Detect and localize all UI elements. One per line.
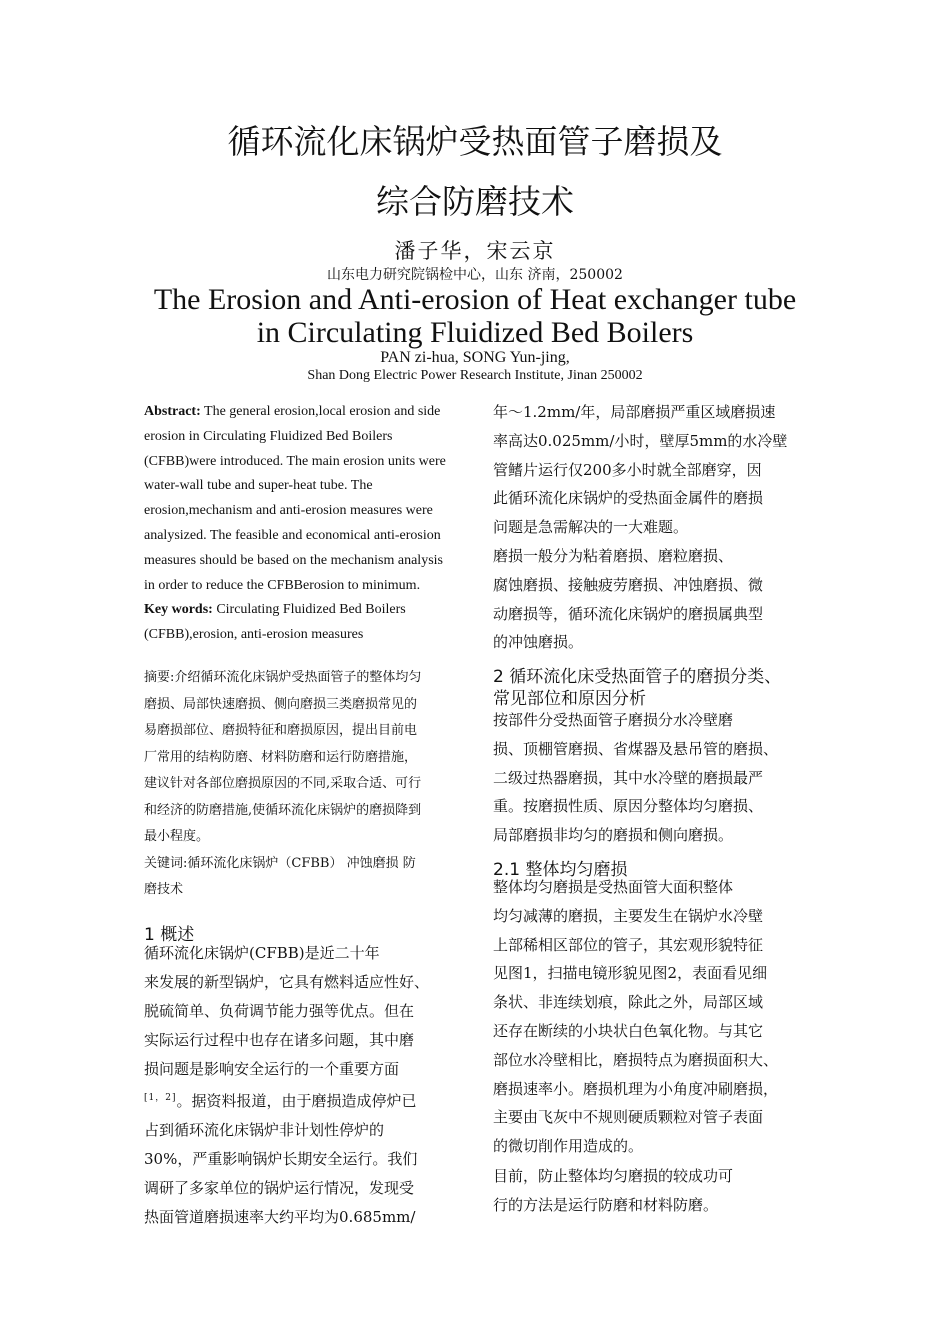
body-line: 条状、非连续划痕，除此之外，局部区域	[493, 993, 764, 1012]
body-line: 问题是急需解决的一大难题。	[493, 518, 689, 537]
body-line: 调研了多家单位的锅炉运行情况，发现受	[144, 1179, 415, 1197]
abstract-cn-line: 厂常用的结构防磨、材料防磨和运行防磨措施，	[144, 749, 418, 765]
body-line: 率高达0.025mm/小时，壁厚5mm的水冷壁	[493, 431, 788, 450]
body-line: 实际运行过程中也存在诸多问题，其中磨	[144, 1031, 415, 1049]
section-2-1-heading: 2.1 整体均匀磨损	[493, 860, 628, 880]
body-line: 重。按磨损性质、原因分整体均匀磨损、	[493, 797, 764, 816]
abstract-en-line: in order to reduce the CFBBerosion to minimum.	[144, 577, 421, 593]
abstract-cn-line: 建议针对各部位磨损原因的不同,采取合适、可行	[144, 776, 422, 791]
abstract-en-line: erosion,mechanism and anti-erosion measures were	[144, 503, 433, 519]
section-2-heading-line: 常见部位和原因分析	[493, 689, 646, 709]
body-line: 二级过热器磨损，其中水冷壁的磨损最严	[493, 768, 764, 787]
title-cn-line-2: 综合防磨技术	[376, 182, 574, 221]
abstract-en-line: water-wall tube and super-heat tube. The	[144, 478, 373, 494]
authors-en: PAN zi-hua, SONG Yun-jing,	[380, 349, 570, 366]
citation-ref: [1，2]	[144, 1093, 177, 1103]
keywords-en-line: (CFBB),erosion, anti-erosion measures	[144, 627, 364, 643]
body-line: 。据资料报道，由于磨损造成停炉已	[176, 1092, 417, 1110]
abstract-cn	[144, 665, 462, 904]
affiliation-cn: 山东电力研究院锅检中心，山东 济南，250002	[327, 267, 623, 283]
abstract-en-line: measures should be based on the mechanism analysis	[144, 552, 443, 568]
keywords-en-line: Circulating Fluidized Bed Boilers	[212, 602, 406, 618]
section-2-1-body	[493, 873, 818, 1161]
authors-cn: 潘子华，宋云京	[394, 239, 556, 263]
abstract-en-line: The general erosion,local erosion and side	[200, 404, 441, 419]
body-line: 30%，严重影响锅炉长期安全运行。我们	[144, 1150, 418, 1168]
abstract-cn-line: 磨损、局部快速磨损、侧向磨损三类磨损常见的	[144, 696, 418, 712]
body-line: 损、顶棚管磨损、省煤器及悬吊管的磨损、	[493, 739, 779, 758]
keywords-cn-label: 关键词	[144, 855, 184, 871]
body-line: 磨损一般分为粘着磨损、磨粒磨损、	[493, 546, 734, 565]
section-1-body	[144, 939, 462, 1232]
body-line: 主要由飞灰中不规则硬质颗粒对管子表面	[493, 1108, 764, 1127]
body-line: 的冲蚀磨损。	[493, 633, 584, 652]
body-line: 还存在断续的小块状白色氧化物。与其它	[493, 1021, 764, 1040]
section-2-1-closing	[493, 1162, 818, 1220]
body-line: 循环流化床锅炉(CFBB)是近二十年	[144, 944, 380, 962]
title-en-line-2: in Circulating Fluidized Bed Boilers	[256, 316, 694, 349]
abstract-en-label: Abstract:	[144, 404, 201, 419]
body-line: 的微切削作用造成的。	[493, 1137, 644, 1156]
body-line: 局部磨损非均匀的磨损和侧向磨损。	[493, 826, 734, 845]
body-line: 目前，防止整体均匀磨损的较成功可	[493, 1167, 734, 1185]
section-2-body	[493, 706, 818, 850]
section-2-heading	[493, 666, 781, 710]
section-1-heading: 1 概述	[144, 925, 195, 945]
body-line: 腐蚀磨损、接触疲劳磨损、冲蚀磨损、微	[493, 575, 764, 594]
title-en-line-1: The Erosion and Anti-erosion of Heat exchanger tube	[153, 283, 797, 316]
body-line: 上部稀相区部位的管子，其宏观形貌特征	[493, 935, 764, 954]
body-line: 年～1.2mm/年，局部磨损严重区域磨损速	[493, 403, 776, 421]
body-line: 磨损速率小。磨损机理为小角度冲刷磨损，	[493, 1079, 779, 1098]
body-line: 均匀减薄的磨损，主要发生在锅炉水冷壁	[493, 906, 764, 925]
body-line: 见图1，扫描电镜形貌见图2，表面看见细	[493, 964, 768, 983]
affiliation-en: Shan Dong Electric Power Research Institute, Jinan 250002	[307, 368, 643, 383]
body-line: 管鳍片运行仅200多小时就全部磨穿，因	[493, 460, 762, 479]
keywords-en-label: Key words:	[144, 602, 213, 618]
right-continuation	[493, 398, 818, 657]
section-2-heading-line: 2 循环流化床受热面管子的磨损分类、	[493, 667, 782, 687]
abstract-cn-line: 最小程度。	[144, 829, 210, 844]
body-line: 来发展的新型锅炉，它具有燃料适应性好、	[144, 973, 430, 991]
abstract-en-line: analysized. The feasible and economical anti-erosion	[144, 527, 441, 543]
body-line: 热面管道磨损速率大约平均为0.685mm/	[144, 1208, 416, 1226]
abstract-cn-line: :介绍循环流化床锅炉受热面管子的整体均匀	[170, 670, 422, 685]
body-line: 按部件分受热面管子磨损分水冷壁磨	[493, 711, 734, 729]
body-line: 整体均匀磨损是受热面管大面积整体	[493, 878, 734, 896]
keywords-cn-line: 磨技术	[144, 882, 184, 897]
body-line: 脱硫简单、负荷调节能力强等优点。但在	[144, 1002, 415, 1020]
body-line: 动磨损等，循环流化床锅炉的磨损属典型	[493, 604, 764, 623]
abstract-en-line: erosion in Circulating Fluidized Bed Boilers	[144, 428, 393, 444]
abstract-cn-line: 易磨损部位、磨损特征和磨损原因，提出目前电	[144, 723, 418, 738]
abstract-en-line: (CFBB)were introduced. The main erosion units were	[144, 453, 446, 469]
body-line: 行的方法是运行防磨和材料防磨。	[493, 1195, 719, 1214]
keywords-cn-line: :循环流化床锅炉（CFBB） 冲蚀磨损 防	[183, 855, 416, 871]
title-cn-line-1: 循环流化床锅炉受热面管子磨损及	[227, 122, 723, 161]
abstract-en	[144, 400, 464, 648]
body-line: 损问题是影响安全运行的一个重要方面	[144, 1060, 400, 1078]
body-line: 占到循环流化床锅炉非计划性停炉的	[144, 1121, 385, 1139]
abstract-cn-label: 摘要	[144, 670, 171, 685]
body-line: 部位水冷壁相比，磨损特点为磨损面积大、	[493, 1050, 779, 1069]
abstract-cn-line: 和经济的防磨措施,使循环流化床锅炉的磨损降到	[144, 802, 422, 818]
body-line: 此循环流化床锅炉的受热面金属件的磨损	[493, 489, 764, 508]
